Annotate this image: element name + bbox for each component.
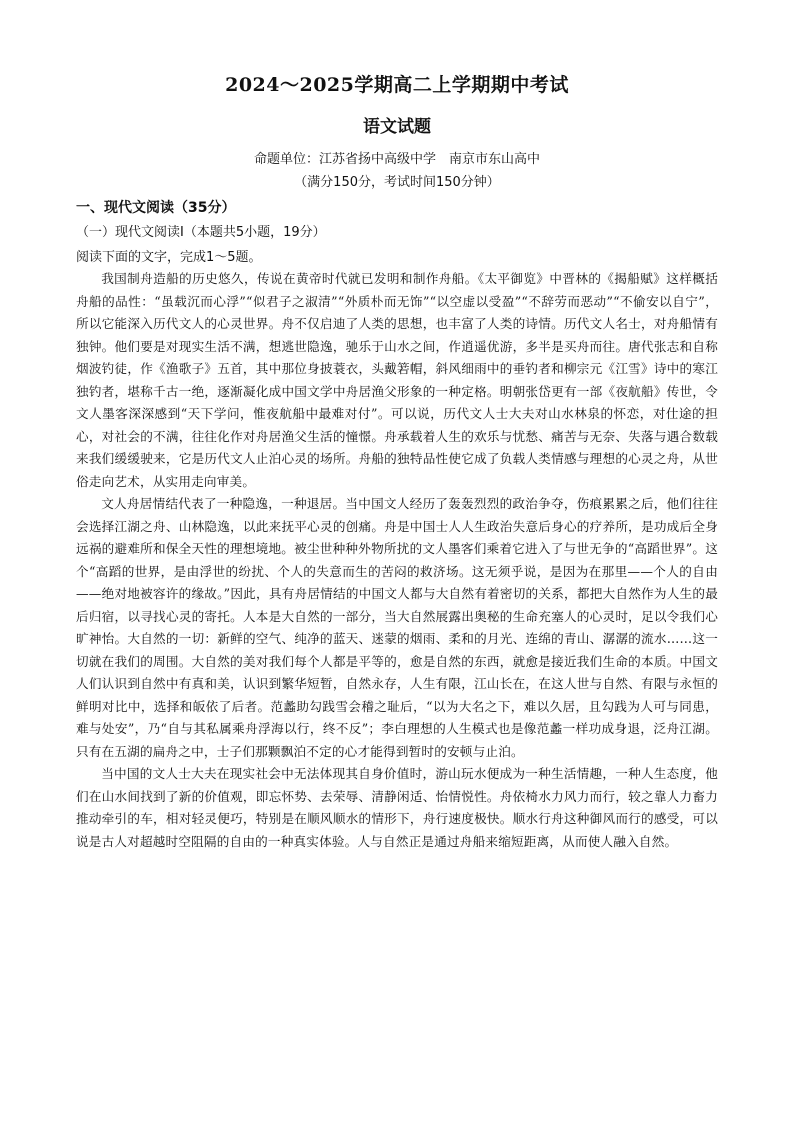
section-title: 一、现代文阅读（35分） xyxy=(76,200,236,216)
exam-subtitle: 语文试题 xyxy=(363,117,431,137)
subsection-title: （一）现代文阅读Ⅰ（本题共5小题，19分） xyxy=(76,225,326,240)
passage-paragraph: 我国制舟造船的历史悠久，传说在黄帝时代就已发明和制作舟船。《太平御览》中晋林的《揭船赋》这样概括舟船的品性：“虽载沉而心浮”“似君子之淑清”“外质朴而无饰”“以空虚以受盈”“不辞劳而恶动”“不偷安以自宁”，所以它能深入历代文人的心灵世界。舟不仅启迪了人类的思想，也丰富了人类的诗情。历代文人名士，对舟船情有独钟。他们要是对现实生活不满，想逃世隐逸，驰乐于山水之间，作逍遥优游，多半是买舟而往。唐代张志和自称烟波钓徒，作《渔歌子》五首，其中那位身披蓑衣，头戴箬帽，斜风细雨中的垂钓者和柳宗元《江雪》诗中的寒江独钓者，堪称千古一绝，逐渐凝化成中国文学中舟居渔父形象的一种定格。明朝张岱更有一部《夜航船》传世，令文人墨客深深感到“天下学问，惟夜航船中最难对付”。可以说，历代文人士大夫对山水林泉的怀恋，对仕途的担心，对社会的不满，往往化作对舟居渔父生活的憧憬。舟承载着人生的欢乐与忧愁、痛苦与无奈、失落与遇合数载来我们缓缓驶来，它是历代文人止泊心灵的场所。舟船的独特品性使它成了负载人类情感与理想的心灵之舟，从世俗走向艺术，从实用走向审美。 xyxy=(76,271,718,489)
reading-instruction: 阅读下面的文字，完成1～5题。 xyxy=(76,250,262,265)
passage-paragraph: 当中国的文人士大夫在现实社会中无法体现其自身价值时，游山玩水便成为一种生活情趣，一种人生态度，他们在山水间找到了新的价值观，即忘怀势、去荣辱、清静闲适、怡情悦性。舟依椅水力风力而行，较之靠人力畜力推动牵引的车，相对轻灵便巧，特别是在顺风顺水的情形下，舟行速度极快。顺水行舟这种御风而行的感受，可以说是古人对超越时空阻隔的自由的一种真实体验。人与自然正是通过舟船来缩短距离，从而使人融入自然。 xyxy=(76,766,718,849)
passage-paragraph: 文人舟居情结代表了一种隐逸，一种退居。当中国文人经历了轰轰烈烈的政治争夺，伤痕累累之后，他们往往会选择江湖之舟、山林隐逸，以此来抚平心灵的创痛。舟是中国士人人生政治失意后身心的疗养所，是功成后全身远祸的避难所和保全天性的理想境地。被尘世种种外物所扰的文人墨客们乘着它进入了与世无争的“高蹈世界”。这个“高蹈的世界，是由浮世的纷扰、个人的失意而生的苦闷的救济场。这无须乎说，是因为在那里——个人的自由——绝对地被容许的缘故。”因此，具有舟居情结的中国文人都与大自然有着密切的关系，都把大自然作为人生的最后归宿，以寻找心灵的寄托。人本是大自然的一部分，当大自然展露出奥秘的生命充塞人的心灵时，足以令我们心旷神怡。大自然的一切：新鲜的空气、纯净的蓝天、迷蒙的烟雨、柔和的月光、连绵的青山、潺潺的流水……这一切就在我们的周围。大自然的美对我们每个人都是平等的，愈是自然的东西，就愈是接近我们生命的本质。中国文人们认识到自然中有真和美，认识到繁华短暂，自然永存，人生有限，江山长在，在这人世与自然、有限与永恒的鲜明对比中，选择和皈依了后者。范蠡助勾践雪会稽之耻后，“以为大名之下，难以久居，且勾践为人可与同患，难与处安”，乃“自与其私属乘舟浮海以行，终不反”；李白理想的人生模式也是像范蠡一样功成身退，泛舟江湖。只有在五湖的扁舟之中，士子们那颗飘泊不定的心才能得到暂时的安顿与止泊。 xyxy=(76,496,718,759)
score-and-time: （满分150分，考试时间150分钟） xyxy=(294,175,500,190)
authoring-units: 命题单位：江苏省扬中高级中学 南京市东山高中 xyxy=(253,152,540,167)
exam-title: 2024～2025学期高二上学期期中考试 xyxy=(225,74,569,96)
passage-body xyxy=(76,268,718,853)
